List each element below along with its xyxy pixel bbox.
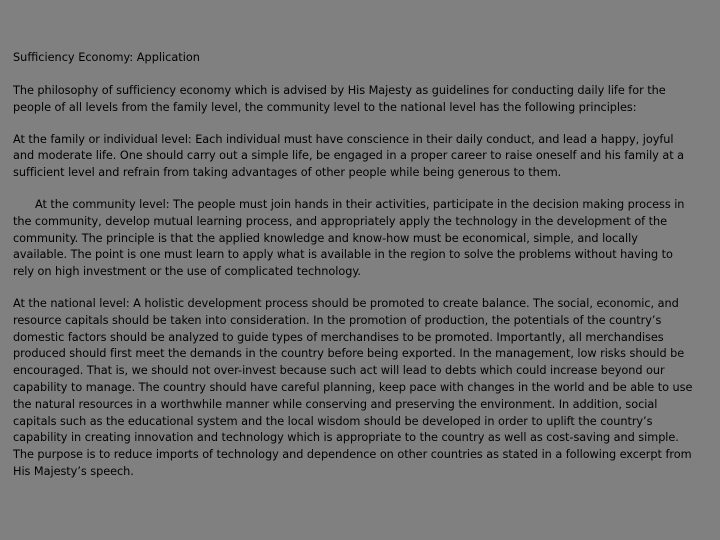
- paragraph-family-level: At the family or individual level: Each individual must have conscience in their daily conduct, and lead a happy, joyful and moderate life. One should carry out a simple life, be engaged in a proper career to raise oneself and his family at a sufficient level and refrain from taking advantages of other people while being generous to them.: [13, 132, 685, 180]
- paragraph-national-level: At the national level: A holistic development process should be promoted to create balance. The social, economic, and resource capitals should be taken into consideration. In the promotion of production, the potentials of the country’s domestic factors should be analyzed to guide types of merchandises to be promoted. Importantly, all merchandises produced should first meet the demands in the country before being exported. In the management, low risks should be encouraged. That is, we should not over-invest because such act will lead to debts which could increase beyond our capability to manage. The country should have careful planning, keep pace with changes in the world and be able to use the natural resources in a worthwhile manner while conserving and preserving the environment. In addition, social capitals such as the educational system and the local wisdom should be developed in order to uplift the country’s capability in creating innovation and technology which is appropriate to the country as well as cost-saving and simple. The purpose is to reduce imports of technology and dependence on other countries as stated in a following excerpt from His Majesty’s speech.: [13, 296, 693, 478]
- slide-content: [13, 50, 695, 496]
- document-title: Sufficiency Economy: Application: [13, 51, 200, 64]
- paragraph-community-level: At the community level: The people must join hands in their activities, participate in the decision making process in the community, develop mutual learning process, and appropriately apply the technology in the development of the community. The principle is that the applied knowledge and know-how must be economical, simple, and locally available. The point is one must learn to apply what is available in the region to solve the problems without having to rely on high investment or the use of complicated technology.: [13, 197, 685, 279]
- paragraph-intro: The philosophy of sufficiency economy which is advised by His Majesty as guidelines for conducting daily life for the people of all levels from the family level, the community level to the national level has the following principles:: [13, 84, 666, 114]
